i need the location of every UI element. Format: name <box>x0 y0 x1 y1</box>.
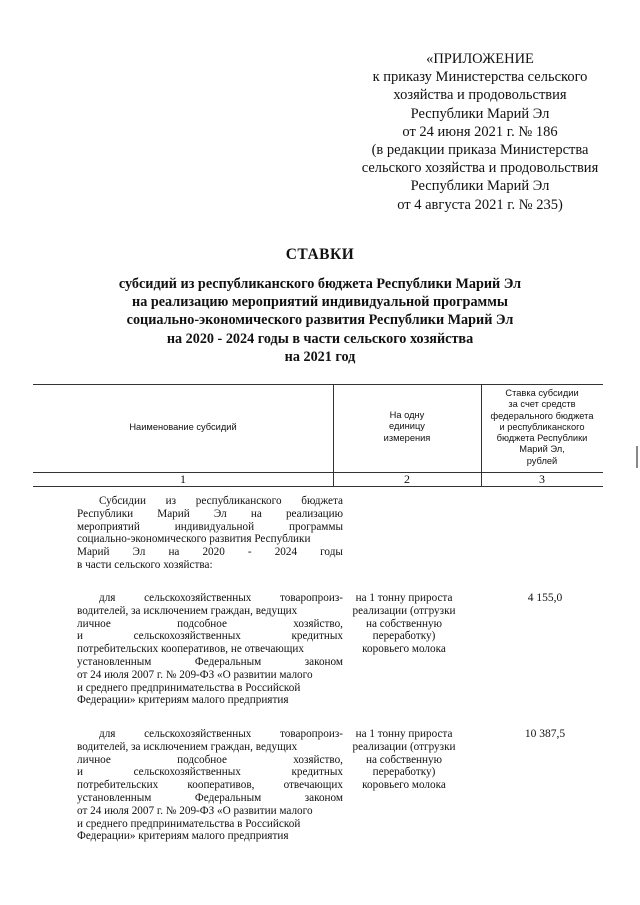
text-line <box>77 805 343 818</box>
text-line <box>77 521 343 534</box>
appendix-line: Республики Марий Эл <box>410 105 550 122</box>
text-word: для <box>99 728 116 740</box>
text-word: и <box>77 766 83 779</box>
header-unit-line: На одну <box>389 410 425 420</box>
row-rate: 10 387,5 <box>524 728 566 740</box>
text-word: мероприятий <box>77 520 140 533</box>
subtitle-line: на 2021 год <box>284 348 356 365</box>
text-word: сельскохозяйственных <box>133 766 241 779</box>
appendix-block <box>330 50 630 214</box>
text-line <box>77 592 343 605</box>
header-rate <box>481 388 603 467</box>
text-word: - <box>247 546 252 559</box>
text-word: социально-экономического развития Республики <box>77 533 311 546</box>
text-word: кредитных <box>291 630 343 643</box>
appendix-line: «ПРИЛОЖЕНИЕ <box>426 51 534 67</box>
text-line <box>77 546 343 559</box>
text-line <box>77 508 343 521</box>
subsidy-intro-text <box>77 495 343 572</box>
scan-edge-mark <box>636 446 638 468</box>
unit-line: на собственную <box>366 617 442 630</box>
text-line <box>77 741 343 754</box>
text-word: товаропроиз- <box>280 592 343 604</box>
text-line <box>77 682 343 695</box>
appendix-line: Республики Марий Эл <box>410 178 550 195</box>
text-word: Марий <box>157 507 190 520</box>
unit-line: на 1 тонну прироста <box>355 592 453 604</box>
text-word: Федерации» критериям малого предприятия <box>77 830 289 843</box>
row-description <box>77 592 343 707</box>
text-word: из <box>165 495 177 507</box>
text-word: водителей, за исключением граждан, ведущих <box>77 740 298 753</box>
subtitle-line: социально-экономического развития Республики Марий Эл <box>126 312 514 329</box>
appendix-line: от 4 августа 2021 г. № 235) <box>397 196 563 213</box>
text-word: личное <box>77 617 111 630</box>
header-rate-line: рублей <box>526 455 558 466</box>
text-line <box>77 694 343 707</box>
unit-line: коровьего молока <box>362 779 446 792</box>
text-line <box>77 495 343 508</box>
text-line <box>77 559 343 572</box>
text-line <box>77 630 343 643</box>
text-word: годы <box>320 546 343 559</box>
text-word: хозяйство, <box>293 753 343 766</box>
text-word: Федеральным <box>194 791 262 804</box>
document-title: СТАВКИ <box>285 246 355 263</box>
text-word: сельскохозяйственных <box>133 630 241 643</box>
text-word: законом <box>304 655 343 668</box>
header-unit-line: единицу <box>389 421 425 432</box>
text-word: товаропроиз- <box>280 728 343 740</box>
header-rate-line: Ставка субсидии <box>505 388 579 398</box>
text-line <box>77 830 343 843</box>
text-word: 2024 <box>274 546 298 559</box>
text-word: программы <box>288 520 343 533</box>
text-word: установленным <box>77 655 152 668</box>
text-word: бюджета <box>301 495 343 507</box>
text-line <box>77 792 343 805</box>
row-rate: 4 155,0 <box>527 592 563 604</box>
text-word: Федеральным <box>194 655 262 668</box>
header-rate-line: за счет средств <box>508 399 576 410</box>
header-rate-line: бюджета Республики <box>496 433 588 444</box>
text-line <box>77 618 343 631</box>
column-number: 1 <box>180 472 186 486</box>
appendix-line: (в редакции приказа Министерства <box>371 142 589 159</box>
text-word: на <box>168 546 180 559</box>
text-word: потребительских кооперативов, не отвечающих <box>77 643 304 656</box>
header-name-text: Наименование субсидий <box>129 422 237 432</box>
text-line <box>77 669 343 682</box>
text-word: и среднего предпринимательства в Российской <box>77 681 301 694</box>
appendix-line: хозяйства и продовольствия <box>393 87 567 104</box>
unit-line: на собственную <box>366 753 442 766</box>
text-word: индивидуальной <box>174 520 255 533</box>
subtitle-line: на реализацию мероприятий индивидуальной программы <box>132 294 508 311</box>
text-line <box>77 766 343 779</box>
header-rate-line: федерального бюджета <box>490 410 594 421</box>
text-word: кредитных <box>291 766 343 779</box>
text-line <box>77 533 343 546</box>
unit-line: переработку) <box>372 630 436 643</box>
appendix-line: к приказу Министерства сельского <box>372 69 588 86</box>
text-word: установленным <box>77 791 152 804</box>
text-word: законом <box>304 791 343 804</box>
table-border-top <box>33 384 603 385</box>
text-word: Федерации» критериям малого предприятия <box>77 694 289 707</box>
header-rate-line: и республиканского <box>499 421 585 432</box>
text-word: хозяйство, <box>293 617 343 630</box>
row-description <box>77 728 343 843</box>
unit-line: реализации (отгрузки <box>352 604 456 617</box>
text-word: кооперативов, <box>187 779 255 792</box>
text-word: Марий <box>77 546 110 559</box>
header-unit <box>333 410 481 444</box>
text-word: личное <box>77 753 111 766</box>
text-word: и <box>77 630 83 643</box>
text-word: потребительских <box>77 779 159 792</box>
unit-line: переработку) <box>372 766 436 779</box>
text-word: сельскохозяйственных <box>144 592 252 604</box>
text-word: Субсидии <box>99 495 146 507</box>
text-word: Эл <box>132 546 146 559</box>
text-word: подсобное <box>177 617 227 630</box>
text-line <box>77 818 343 831</box>
header-rate-line: Марий Эл, <box>519 444 565 455</box>
text-word: реализацию <box>285 507 343 520</box>
document-subtitle <box>0 275 640 366</box>
appendix-line: от 24 июня 2021 г. № 186 <box>402 123 558 140</box>
text-word: для <box>99 592 116 604</box>
column-number: 2 <box>404 472 410 486</box>
subtitle-line: на 2020 - 2024 годы в части сельского хозяйства <box>166 330 474 347</box>
header-unit-line: измерения <box>383 432 431 443</box>
rates-table-header <box>33 384 603 487</box>
text-word: республиканского <box>195 495 282 507</box>
text-line <box>77 605 343 618</box>
text-line <box>77 754 343 767</box>
text-line <box>77 728 343 741</box>
text-line <box>77 779 343 792</box>
text-word: подсобное <box>177 753 227 766</box>
text-word: сельскохозяйственных <box>144 728 252 740</box>
text-word: от 24 июля 2007 г. № 209-ФЗ «О развитии малого <box>77 668 313 681</box>
row-unit <box>348 592 460 656</box>
unit-line: на 1 тонну прироста <box>355 728 453 740</box>
text-line <box>77 643 343 656</box>
row-unit <box>348 728 460 792</box>
subtitle-line: субсидий из республиканского бюджета Республики Марий Эл <box>118 276 522 292</box>
column-number: 3 <box>539 472 545 486</box>
unit-line: коровьего молока <box>362 643 446 656</box>
text-word: на <box>250 507 262 520</box>
unit-line: реализации (отгрузки <box>352 740 456 753</box>
text-word: водителей, за исключением граждан, ведущих <box>77 604 298 617</box>
text-word: 2020 <box>202 546 225 559</box>
header-name <box>33 422 333 433</box>
text-word: Республики <box>77 507 134 520</box>
text-word: Эл <box>213 507 227 520</box>
text-word: в части сельского хозяйства: <box>77 558 213 571</box>
text-word: от 24 июля 2007 г. № 209-ФЗ «О развитии малого <box>77 804 313 817</box>
appendix-line: сельского хозяйства и продовольствия <box>361 160 599 177</box>
text-word: отвечающих <box>283 779 343 792</box>
text-line <box>77 656 343 669</box>
text-word: и среднего предпринимательства в Российской <box>77 817 301 830</box>
